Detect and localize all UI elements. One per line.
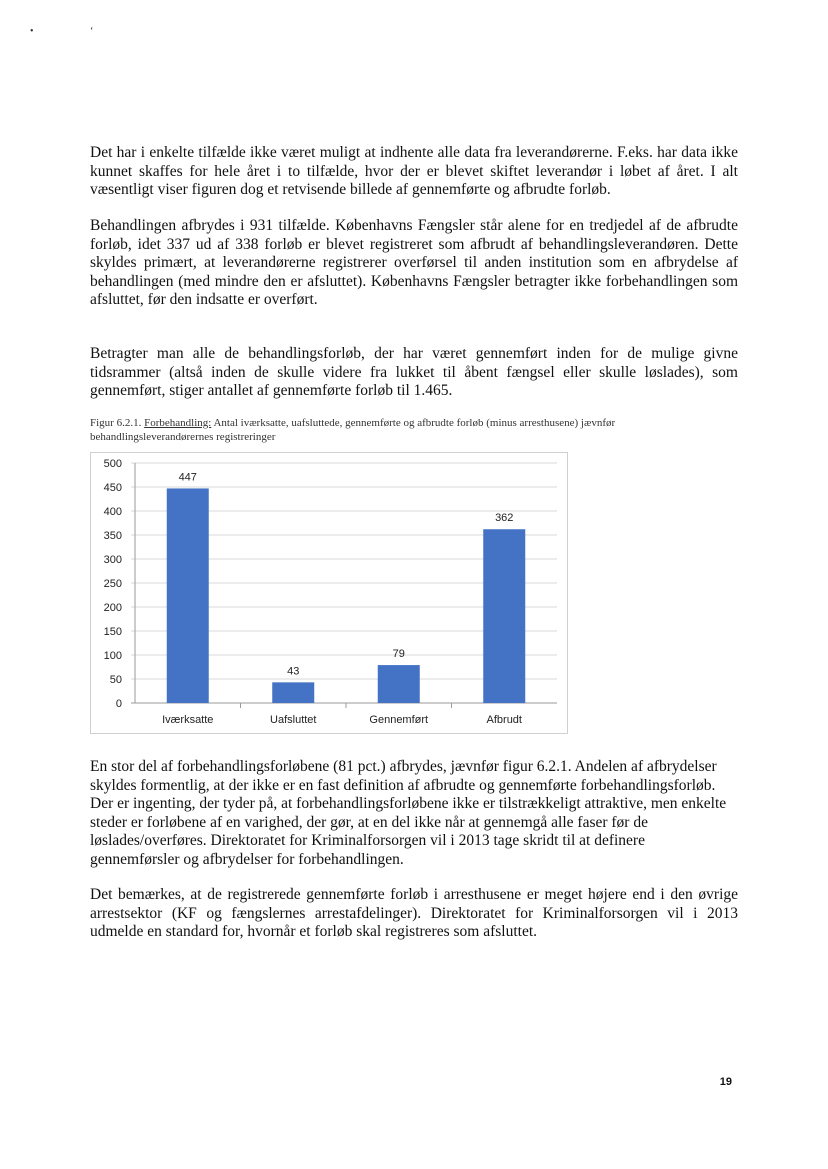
y-tick-label-50: 50 (109, 674, 122, 686)
figure-caption-underlined: Forbehandling: (144, 417, 212, 429)
y-tick-label-450: 450 (103, 482, 122, 494)
bar-iværksatte (167, 488, 209, 703)
x-tick-label-uafsluttet: Uafsluttet (270, 714, 317, 726)
bar-gennemført (378, 665, 420, 703)
paragraph-data-note: Det har i enkelte tilfælde ikke været muligt at indhente alle data fra leverandørerne. F.eks. har data ikke kunnet skaffes for hele året i to tilfælde, hvor der er blevet skiftet leverandør i løbet af året. I alt væsentligt viser figuren dog et retvisende billede af gennemførte og afbrudte forløb. (90, 144, 738, 198)
paragraph-interruptions: Behandlingen afbrydes i 931 tilfælde. Københavns Fængsler står alene for en tredjedel af de afbrudte forløb, idet 337 ud af 338 forløb er blevet registreret som afbrudt af behandlingsleverandøren. Dette skyldes primært, at leverandørerne registrerer overførsel til anden institution som en afbrydelse af behandlingen (med mindre den er afsluttet). Københavns Fængsler betragter ikke forbehandlingen som afsluttet, før den indsatte er overført. (90, 217, 738, 308)
x-tick-label-afbrudt: Afbrudt (486, 714, 522, 726)
bar-afbrudt (483, 529, 525, 703)
bar-chart (90, 452, 568, 734)
paragraph-arresthouses: Det bemærkes, at de registrerede gennemførte forløb i arresthusene er meget højere end i den øvrige arrestsektor (KF og fængslernes arrestafdelinger). Direktoratet for Kriminalforsorgen vil i 2013 udmelde en standard for, hvornår et forløb skal registreres som afsluttet. (90, 886, 738, 940)
x-tick-label-iværksatte: Iværksatte (162, 714, 214, 726)
y-tick-label-500: 500 (103, 458, 122, 470)
data-label-afbrudt: 362 (495, 512, 514, 525)
data-label-iværksatte: 447 (178, 471, 197, 484)
y-tick-label-300: 300 (103, 554, 122, 566)
y-tick-label-400: 400 (103, 506, 122, 518)
y-tick-label-250: 250 (103, 578, 122, 590)
bar-chart-svg (91, 453, 569, 735)
y-tick-label-100: 100 (103, 650, 122, 662)
figure-caption-text: Antal iværksatte, uafsluttede, gennemførte og afbrudte forløb (minus arresthusene) jævnfør behandlingsleverandørernes registreringer (90, 417, 616, 443)
data-label-gennemført: 79 (392, 648, 405, 661)
y-tick-label-150: 150 (103, 626, 122, 638)
paragraph-completed-total: Betragter man alle de behandlingsforløb, der har været gennemført inden for de mulige givne tidsrammer (altså inden de skulle videre fra lukket til åbent fængsel eller skulle løslades), som gennemført, stiger antallet af gennemførte forløb til 1.465. (90, 345, 738, 399)
page-number: 19 (719, 1076, 732, 1088)
scan-marks (30, 26, 147, 37)
figure-caption (90, 416, 738, 444)
scan-mark-tick: ‘ (90, 26, 94, 37)
y-tick-label-200: 200 (103, 602, 122, 614)
bar-uafsluttet (272, 682, 314, 703)
y-tick-label-350: 350 (103, 530, 122, 542)
data-label-uafsluttet: 43 (287, 665, 300, 678)
scan-mark-dot: • (30, 26, 34, 37)
figure-caption-prefix: Figur 6.2.1. (90, 417, 145, 429)
paragraph-pretreatment: En stor del af forbehandlingsforløbene (81 pct.) afbrydes, jævnfør figur 6.2.1. Andelen af afbrydelser skyldes formentlig, at der ikke er en fast definition af afbrudte og gennemførte forbehandlingsforløb. Der er ingenting, der tyder på, at forbehandlingsforløbene ikke er tilstrækkeligt attraktive, men enkelte steder er forløbene af en varighed, der gør, at en del ikke når at gennemgå alle faser før de løslades/overføres. Direktoratet for Kriminalforsorgen vil i 2013 tage skridt til at definere gennemførsler og afbrydelser for forbehandlingen. (90, 758, 727, 868)
x-tick-label-gennemført: Gennemført (369, 714, 429, 726)
y-tick-label-0: 0 (115, 698, 122, 710)
